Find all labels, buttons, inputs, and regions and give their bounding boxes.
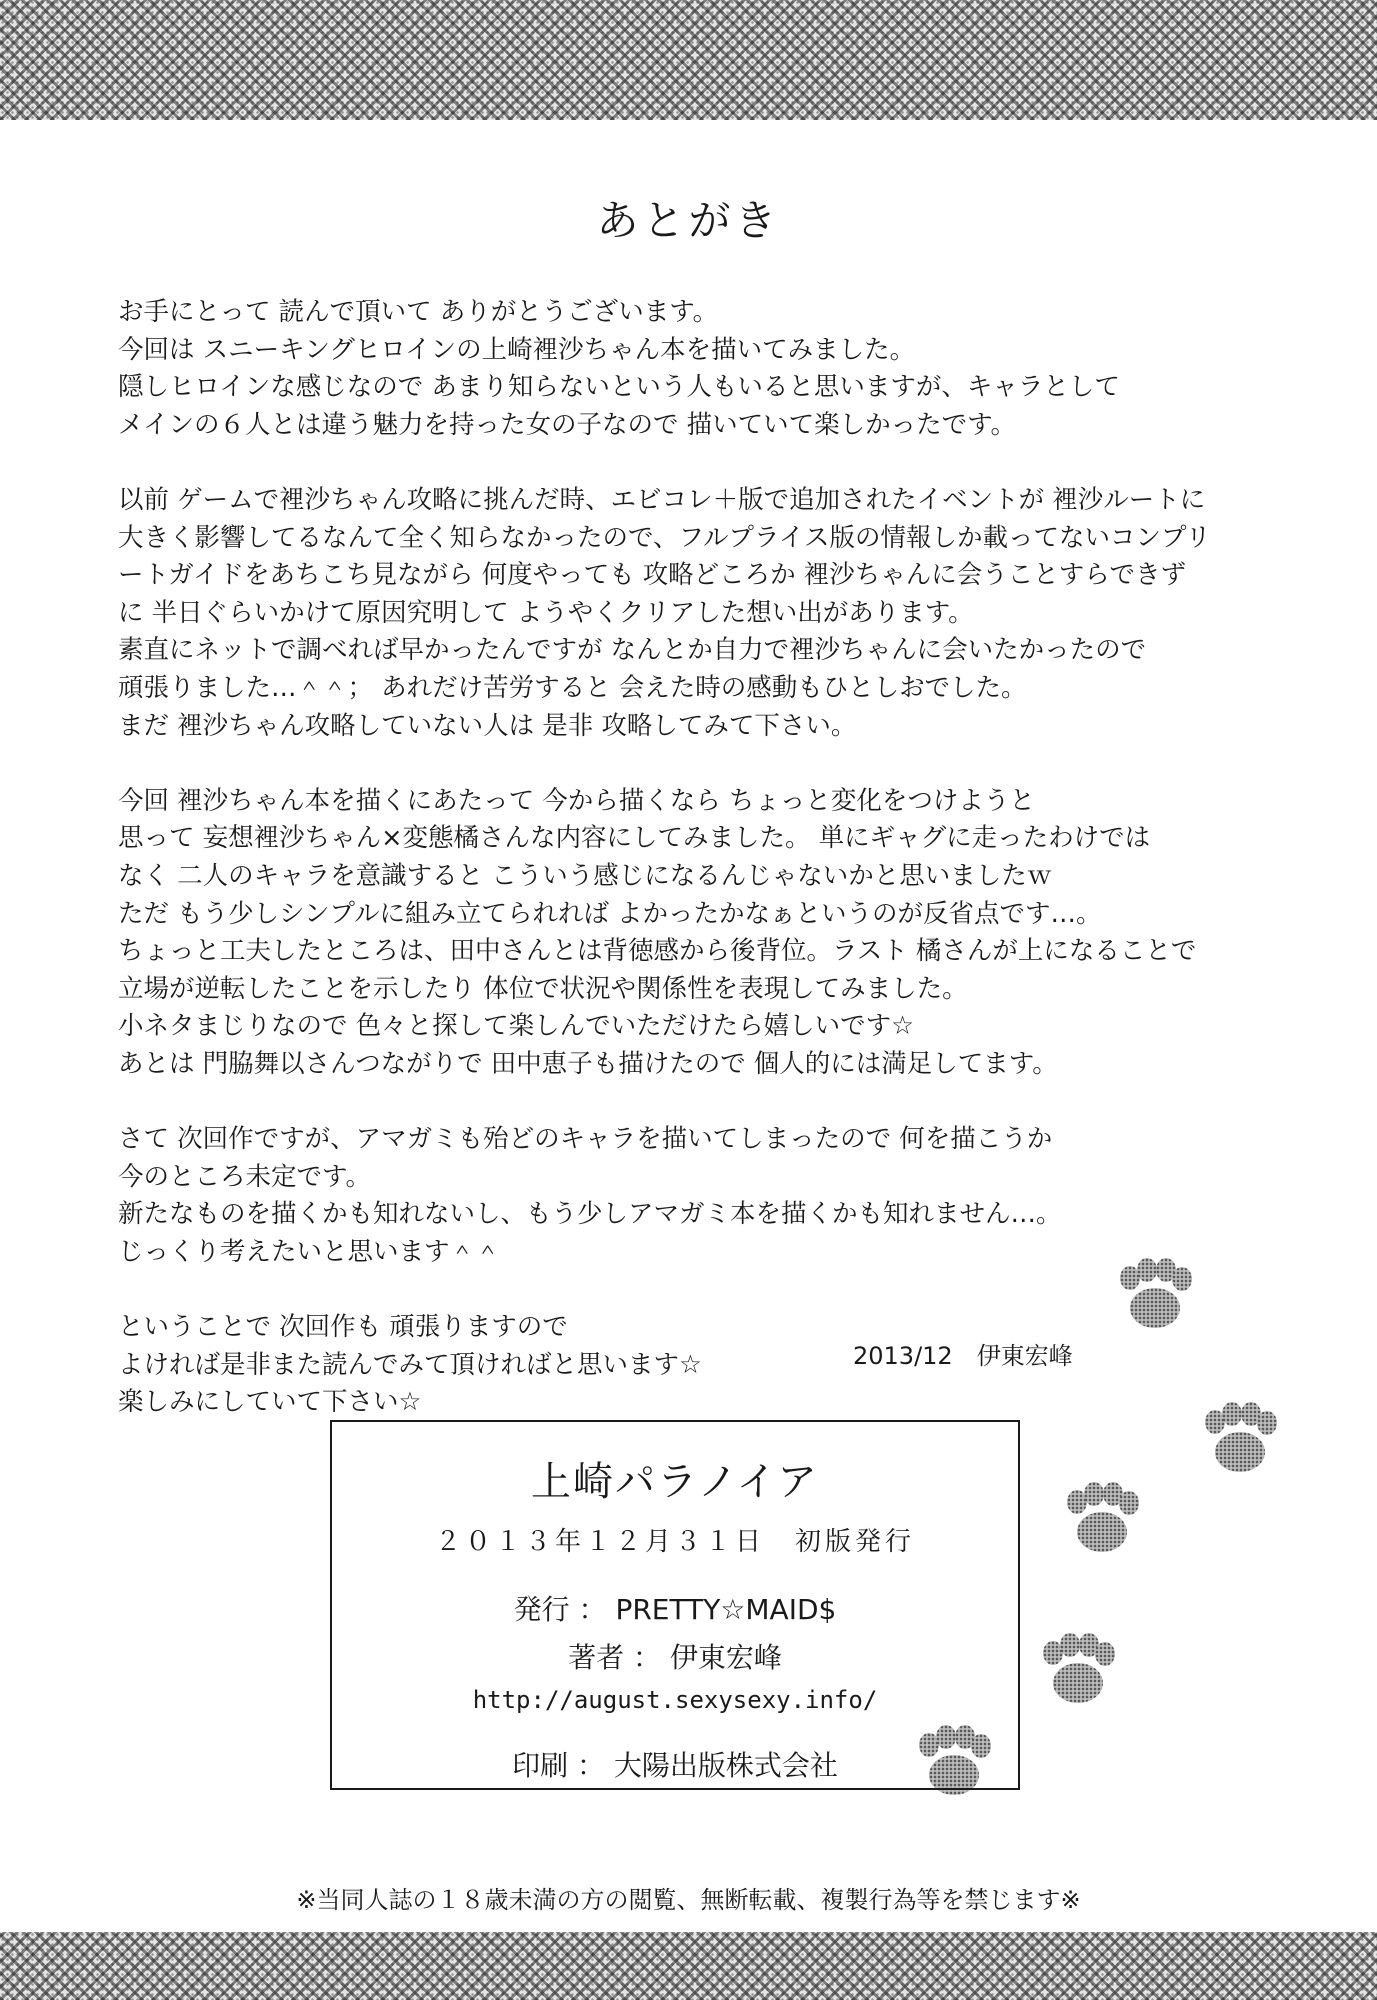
paw-pad bbox=[1222, 1402, 1242, 1426]
bottom-pattern-border bbox=[0, 1932, 1377, 2000]
text-line: なく 二人のキャラを意識すると こういう感じになるんじゃないかと思いましたｗ bbox=[118, 860, 1053, 891]
paw-pad bbox=[1053, 1663, 1103, 1703]
text-line: 今回は スニーキングヒロインの上崎裡沙ちゃん本を描いてみました。 bbox=[118, 334, 916, 365]
text-line: 新たなものを描くかも知れないし、もう少しアマガミ本を描くかも知れません…。 bbox=[118, 1199, 1062, 1230]
paw-pad bbox=[1257, 1411, 1277, 1435]
paw-pad bbox=[1215, 1432, 1265, 1472]
book-title: 上崎パラノイア bbox=[531, 1459, 819, 1505]
paw-pad bbox=[1060, 1633, 1080, 1657]
paw-pad bbox=[1119, 1491, 1139, 1515]
text-line: あとは 門脇舞以さんつながりで 田中恵子も描けたので 個人的には満足してます。 bbox=[118, 1048, 1058, 1079]
text-line: 頑張りました…＾＾； あれだけ苦労すると 会えた時の感動もひとしおでした。 bbox=[118, 672, 1027, 703]
paw-pad bbox=[1077, 1512, 1127, 1552]
text-line: 大きく影響してるなんて全く知らなかったので、フルプライス版の情報しか載ってないコンプリ bbox=[118, 522, 1211, 553]
disclaimer: ※当同人誌の１８歳未満の方の閲覧、無断転載、複製行為等を禁じます※ bbox=[296, 1886, 1081, 1914]
publication-date: ２０１３年１２月３１日 初版発行 bbox=[434, 1527, 915, 1557]
colophon-box bbox=[330, 1420, 1020, 1790]
text-line: 小ネタまじりなので 色々と探して楽しんでいただけたら嬉しいです☆ bbox=[118, 1011, 914, 1042]
text-line: 楽しみにしていて下さい☆ bbox=[118, 1387, 422, 1418]
page-title: あとがき bbox=[596, 196, 781, 245]
text-line: 今回 裡沙ちゃん本を描くにあたって 今から描くなら ちょっと変化をつけようと bbox=[118, 785, 1035, 816]
text-line: 以前 ゲームで裡沙ちゃん攻略に挑んだ時、エビコレ＋版で追加されたイベントが 裡沙ルートに bbox=[118, 484, 1206, 515]
text-line: ちょっと工夫したところは、田中さんとは背徳感から後背位。ラスト 橘さんが上になることで bbox=[118, 936, 1197, 967]
paragraph-gap bbox=[118, 745, 1298, 783]
text-line: まだ 裡沙ちゃん攻略していない人は 是非 攻略してみて下さい。 bbox=[118, 710, 857, 741]
text-line: 今のところ未定です。 bbox=[118, 1161, 371, 1192]
paw-pad bbox=[1172, 1267, 1192, 1291]
text-line: よければ是非また読んでみて頂ければと思います☆ bbox=[118, 1349, 702, 1380]
text-line: に 半日ぐらいかけて原因究明して ようやくクリアした想い出があります。 bbox=[118, 597, 974, 628]
afterword-body bbox=[118, 294, 1298, 1422]
text-line: 思って 妄想裡沙ちゃん×変態橘さんな内容にしてみました。 単にギャグに走ったわけでは bbox=[118, 823, 1151, 854]
text-line: ということで 次回作も 頑張りますので bbox=[118, 1312, 568, 1343]
text-line: 立場が逆転したことを示したり 体位で状況や関係性を表現してみました。 bbox=[118, 973, 968, 1004]
text-line: さて 次回作ですが、アマガミも殆どのキャラを描いてしまったので 何を描こうか bbox=[118, 1124, 1053, 1155]
text-line: 隠しヒロインな感じなので あまり知らないという人もいると思いますが、キャラとして bbox=[118, 372, 1120, 403]
top-pattern-border bbox=[0, 0, 1377, 120]
paragraph-gap bbox=[118, 1083, 1298, 1121]
printer: 印刷 ： 大陽出版株式会社 bbox=[512, 1749, 838, 1782]
text-line: ただ もう少しシンプルに組み立てられれば よかったかなぁというのが反省点です…。 bbox=[118, 898, 1102, 929]
website-url: http://august.sexysexy.info/ bbox=[472, 1686, 878, 1714]
paw-pad bbox=[1130, 1288, 1180, 1328]
paw-pad bbox=[1095, 1642, 1115, 1666]
publisher: 発行 ： PRETTY☆MAID$ bbox=[513, 1593, 837, 1626]
paragraph-gap bbox=[118, 444, 1298, 482]
text-line: じっくり考えたいと思います＾＾ bbox=[118, 1236, 501, 1267]
paw-pad bbox=[1137, 1258, 1157, 1282]
text-line: メインの６人とは違う魅力を持った女の子なので 描いていて楽しかったです。 bbox=[118, 409, 1017, 440]
author: 著者 ： 伊東宏峰 bbox=[568, 1641, 782, 1674]
text-line: ートガイドをあちこち見ながら 何度やっても 攻略どころか 裡沙ちゃんに会うことすらできず bbox=[118, 560, 1187, 591]
text-line: お手にとって 読んで頂いて ありがとうございます。 bbox=[118, 297, 719, 327]
signature-date-author: 2013/12 伊東宏峰 bbox=[853, 1342, 1073, 1370]
text-line: 素直にネットで調べれば早かったんですが なんとか自力で裡沙ちゃんに会いたかったので bbox=[118, 635, 1147, 666]
paw-pad bbox=[1084, 1482, 1104, 1506]
